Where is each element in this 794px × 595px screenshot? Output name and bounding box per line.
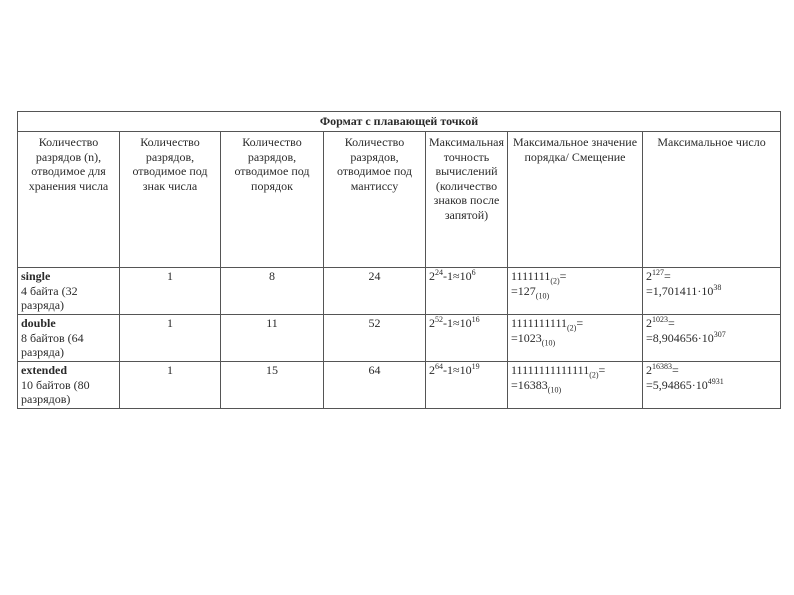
format-name: extended <box>21 363 67 377</box>
precision-cell: $2^{52}-1\approx 10^{16}$ <box>426 315 508 362</box>
table-row <box>18 315 781 362</box>
format-cell <box>18 362 120 409</box>
sign-bits-cell: 1 <box>120 315 221 362</box>
column-header-exponent-bits: Количество разрядов, отводимое под порядок <box>221 132 324 268</box>
table-row <box>18 268 781 315</box>
table-title-row <box>18 112 781 132</box>
sign-bits-cell: 1 <box>120 268 221 315</box>
format-cell <box>18 268 120 315</box>
format-size: 8 байтов (64 разряда) <box>21 330 84 359</box>
sign-bits-cell: 1 <box>120 362 221 409</box>
max-number-cell: $2^{1023}=$ $=8,904656\cdot 10^{307}$ <box>643 315 781 362</box>
format-size: 4 байта (32 разряда) <box>21 283 78 312</box>
column-header-mantissa-bits: Количество разрядов, отводимое под мантиссу <box>324 132 426 268</box>
table-title: Формат с плавающей точкой <box>18 112 781 132</box>
max-exponent-cell: $1111111111_{(2)}=$ $=1023_{(10)}$ <box>508 315 643 362</box>
max-number-cell: $2^{127}=$ $=1,701411\cdot 10^{38}$ <box>643 268 781 315</box>
mantissa-bits-cell: 64 <box>324 362 426 409</box>
column-header-precision: Максимальная точность вычислений (количество знаков после запятой) <box>426 132 508 268</box>
format-name: double <box>21 316 56 330</box>
max-exponent-cell: $1111111_{(2)}=$ $=127_{(10)}$ <box>508 268 643 315</box>
column-header-sign-bits: Количество разрядов, отводимое под знак числа <box>120 132 221 268</box>
precision-cell: $2^{64}-1\approx 10^{19}$ <box>426 362 508 409</box>
format-cell <box>18 315 120 362</box>
max-number-cell: $2^{16383}=$ $=5,94865\cdot 10^{4931}$ <box>643 362 781 409</box>
format-size: 10 байтов (80 разрядов) <box>21 377 90 406</box>
mantissa-bits-cell: 52 <box>324 315 426 362</box>
column-header-max-exponent: Максимальное значение порядка/ Смещение <box>508 132 643 268</box>
mantissa-bits-cell: 24 <box>324 268 426 315</box>
floating-point-format-table <box>17 111 781 409</box>
column-header-max-number: Максимальное число <box>643 132 781 268</box>
format-name: single <box>21 269 51 283</box>
exponent-bits-cell: 11 <box>221 315 324 362</box>
max-exponent-cell: $11111111111111_{(2)}=$ $=16383_{(10)}$ <box>508 362 643 409</box>
precision-cell: $2^{24}-1\approx 10^6$ <box>426 268 508 315</box>
exponent-bits-cell: 8 <box>221 268 324 315</box>
exponent-bits-cell: 15 <box>221 362 324 409</box>
table-header-row <box>18 132 781 268</box>
column-header-total-bits: Количество разрядов (n), отводимое для хранения числа <box>18 132 120 268</box>
table-row <box>18 362 781 409</box>
